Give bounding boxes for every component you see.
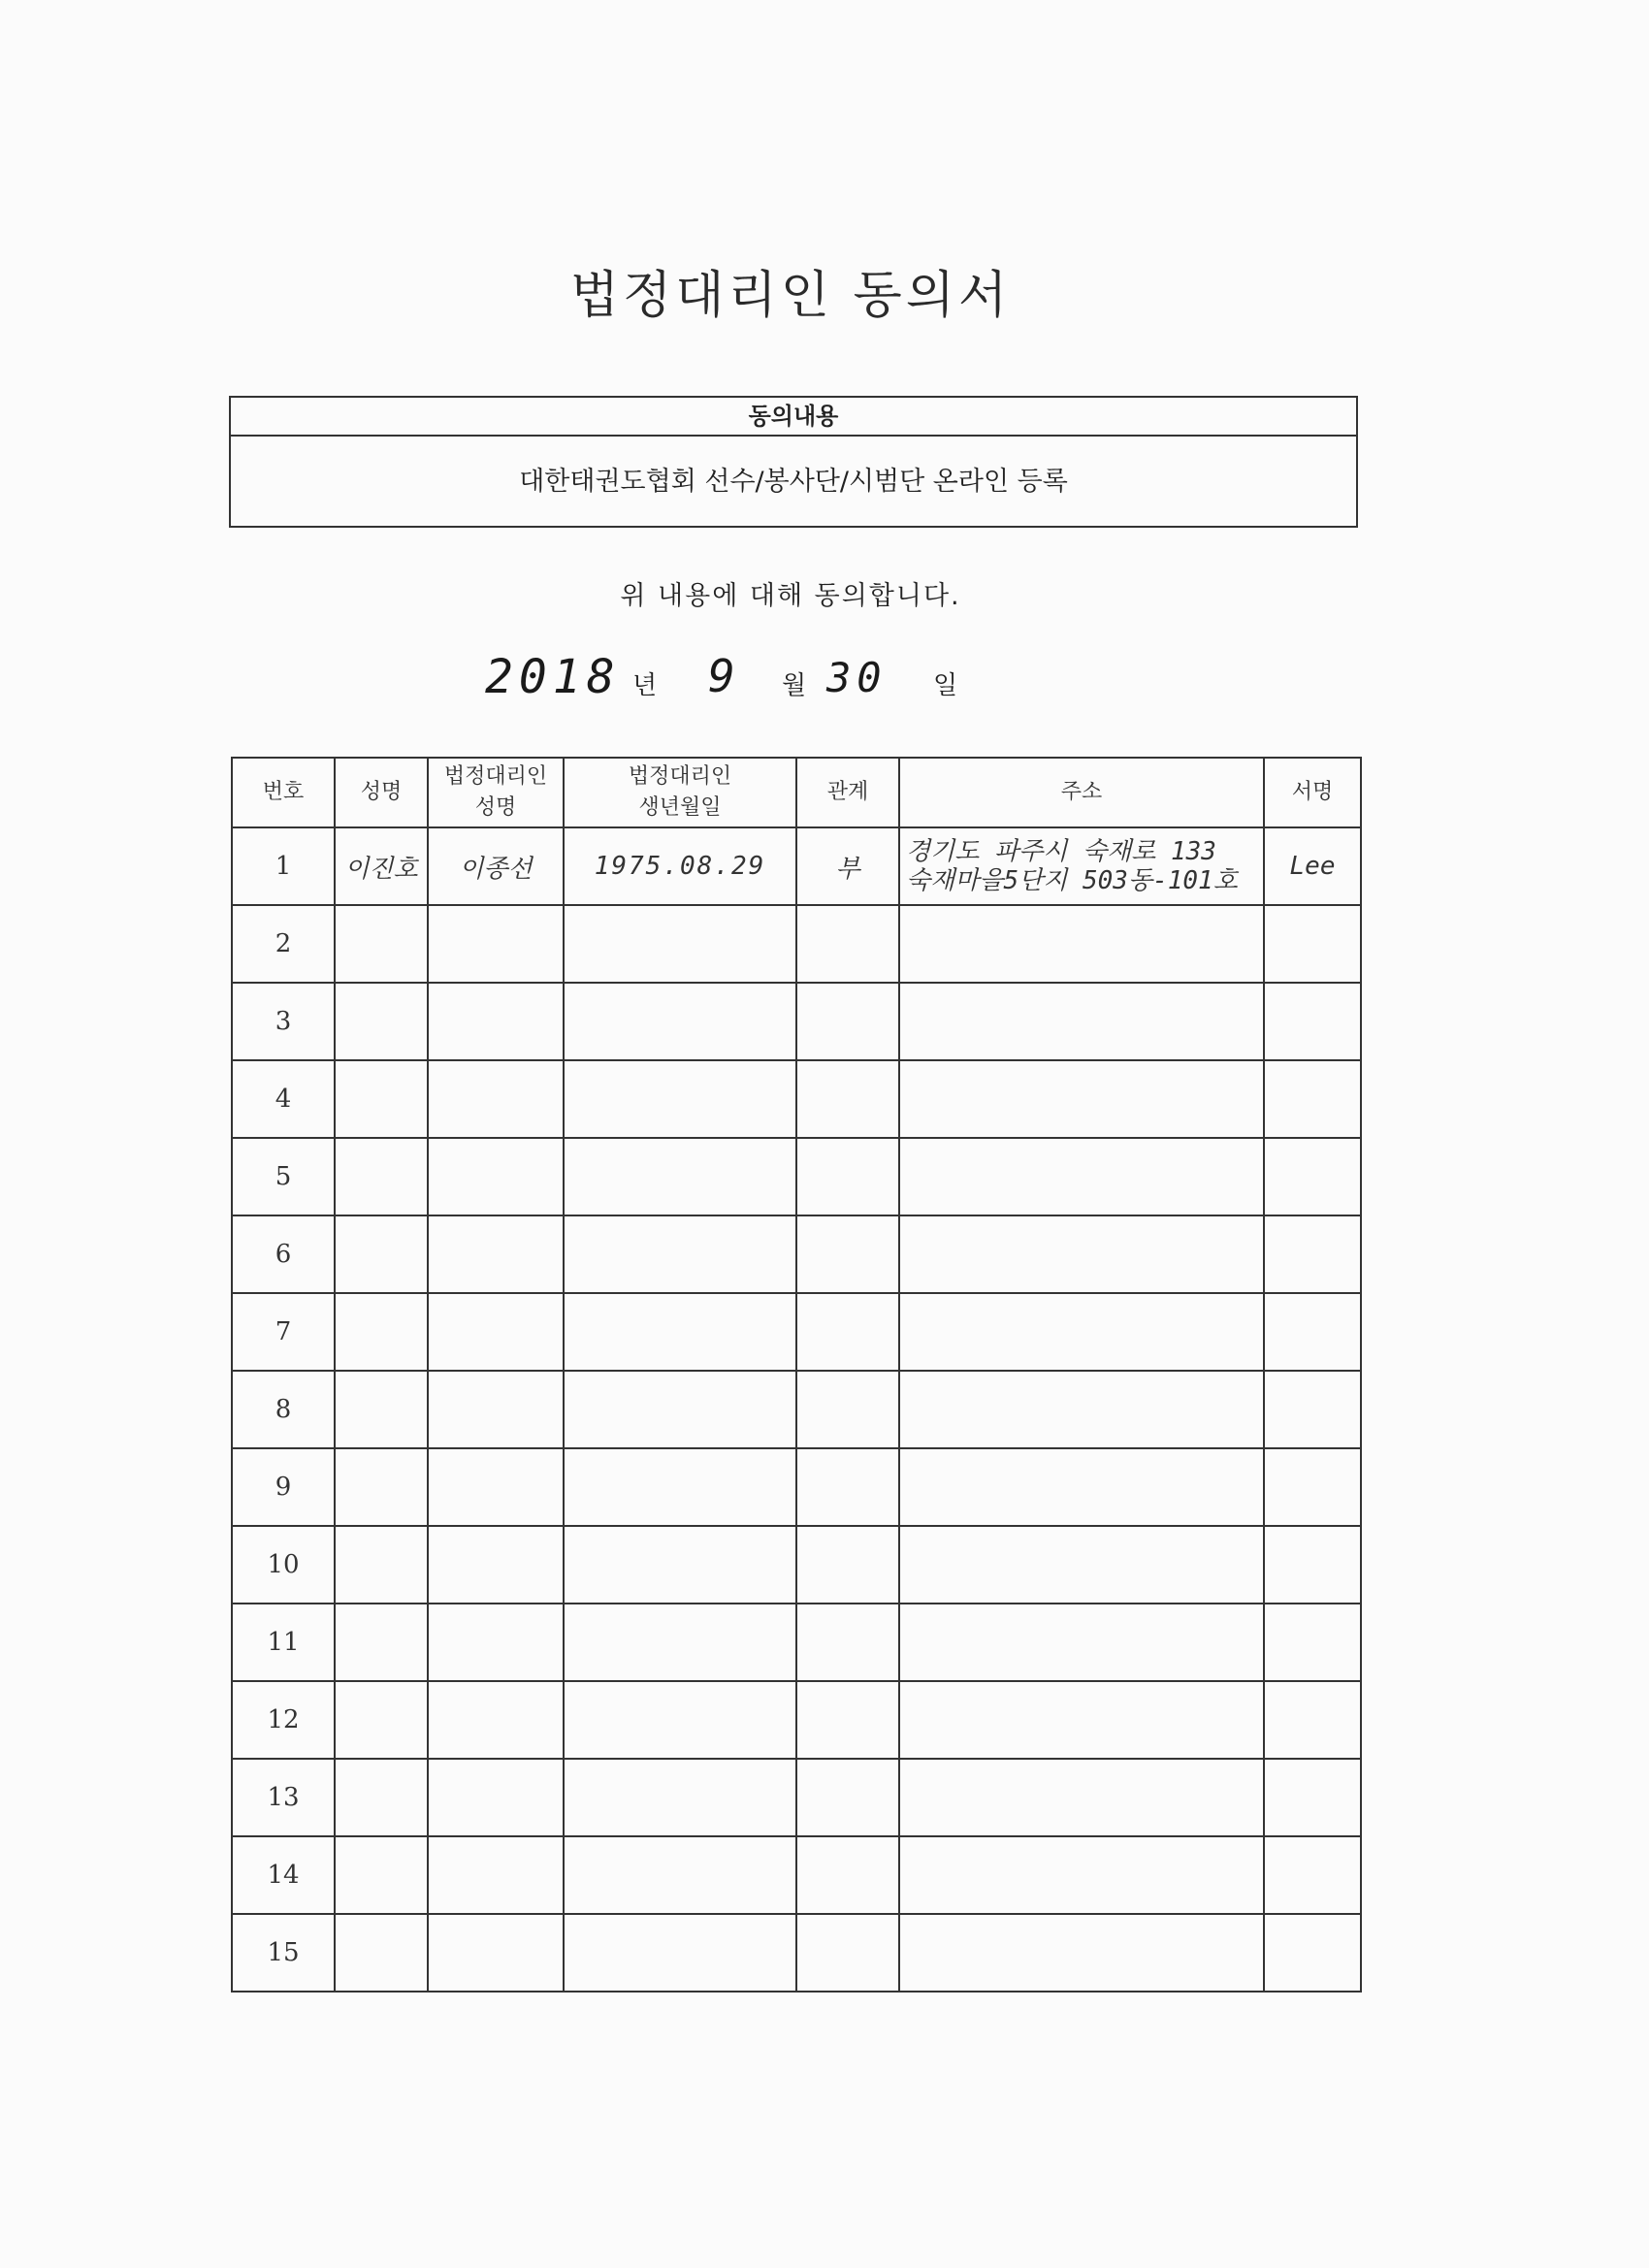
table-row bbox=[232, 1448, 1361, 1526]
col-header-address: 주소 bbox=[899, 758, 1264, 827]
cell-relation bbox=[796, 1138, 899, 1215]
date-day-handwritten: 30 bbox=[826, 654, 888, 701]
cell-rep-birth bbox=[564, 1215, 796, 1293]
cell-signature bbox=[1264, 983, 1361, 1060]
agreement-text: 위 내용에 대해 동의합니다. bbox=[620, 581, 961, 611]
cell-rep-name bbox=[428, 1448, 564, 1526]
cell-name bbox=[335, 1914, 428, 1992]
cell-rep-name bbox=[428, 1060, 564, 1138]
cell-rep-birth bbox=[564, 1604, 796, 1681]
table-row bbox=[232, 1759, 1361, 1836]
address-line-2: 숙재마을5단지 503동-101호 bbox=[906, 866, 1238, 895]
table-row bbox=[232, 1604, 1361, 1681]
cell-rep-name bbox=[428, 905, 564, 983]
cell-name bbox=[335, 1759, 428, 1836]
cell-relation: 부 bbox=[796, 827, 899, 905]
date-month-handwritten: 9 bbox=[708, 650, 735, 702]
cell-relation bbox=[796, 983, 899, 1060]
cell-rep-birth bbox=[564, 1914, 796, 1992]
table-row bbox=[232, 1060, 1361, 1138]
cell-relation bbox=[796, 905, 899, 983]
cell-rep-name bbox=[428, 1836, 564, 1914]
table-row bbox=[232, 1526, 1361, 1604]
cell-number: 3 bbox=[232, 983, 335, 1060]
cell-rep-name bbox=[428, 1681, 564, 1759]
table-row bbox=[232, 1138, 1361, 1215]
col-header-signature: 서명 bbox=[1264, 758, 1361, 827]
cell-relation bbox=[796, 1526, 899, 1604]
cell-name bbox=[335, 1293, 428, 1371]
cell-relation bbox=[796, 1215, 899, 1293]
table-header-row bbox=[232, 758, 1361, 827]
consent-content: 대한태권도협회 선수/봉사단/시범단 온라인 등록 bbox=[519, 467, 1068, 497]
cell-rep-name bbox=[428, 1293, 564, 1371]
cell-name bbox=[335, 1681, 428, 1759]
cell-relation bbox=[796, 1836, 899, 1914]
roster-table bbox=[231, 757, 1362, 1993]
consent-header: 동의내용 bbox=[231, 398, 1356, 437]
cell-signature bbox=[1264, 905, 1361, 983]
cell-relation bbox=[796, 1060, 899, 1138]
cell-address bbox=[899, 1836, 1264, 1914]
cell-rep-birth bbox=[564, 1836, 796, 1914]
date-day-label: 일 bbox=[933, 671, 958, 700]
cell-address bbox=[899, 1604, 1264, 1681]
table-row bbox=[232, 983, 1361, 1060]
cell-name bbox=[335, 1604, 428, 1681]
cell-address bbox=[899, 1371, 1264, 1448]
cell-rep-name bbox=[428, 1526, 564, 1604]
cell-number: 8 bbox=[232, 1371, 335, 1448]
cell-signature bbox=[1264, 1914, 1361, 1992]
cell-rep-name bbox=[428, 1138, 564, 1215]
cell-signature bbox=[1264, 1836, 1361, 1914]
cell-name bbox=[335, 1060, 428, 1138]
cell-relation bbox=[796, 1681, 899, 1759]
cell-number: 12 bbox=[232, 1681, 335, 1759]
cell-signature bbox=[1264, 1138, 1361, 1215]
cell-rep-birth bbox=[564, 1371, 796, 1448]
cell-number: 14 bbox=[232, 1836, 335, 1914]
cell-name bbox=[335, 905, 428, 983]
cell-address bbox=[899, 983, 1264, 1060]
cell-number: 7 bbox=[232, 1293, 335, 1371]
cell-address bbox=[899, 827, 1264, 905]
date-month-label: 월 bbox=[782, 671, 807, 700]
cell-signature bbox=[1264, 1293, 1361, 1371]
document-title: 법정대리인 동의서 bbox=[569, 267, 1012, 325]
cell-address bbox=[899, 1215, 1264, 1293]
date-row bbox=[0, 650, 1649, 708]
cell-relation bbox=[796, 1759, 899, 1836]
cell-number: 4 bbox=[232, 1060, 335, 1138]
cell-rep-name bbox=[428, 1215, 564, 1293]
cell-address bbox=[899, 1448, 1264, 1526]
cell-address bbox=[899, 1914, 1264, 1992]
cell-number: 9 bbox=[232, 1448, 335, 1526]
address-line-1: 경기도 파주시 숙재로 133 bbox=[906, 837, 1216, 866]
cell-name bbox=[335, 983, 428, 1060]
table-row bbox=[232, 1293, 1361, 1371]
cell-number: 15 bbox=[232, 1914, 335, 1992]
cell-number: 10 bbox=[232, 1526, 335, 1604]
cell-relation bbox=[796, 1448, 899, 1526]
table-row bbox=[232, 1215, 1361, 1293]
table-row bbox=[232, 1371, 1361, 1448]
cell-name: 이진호 bbox=[335, 827, 428, 905]
cell-rep-birth bbox=[564, 1293, 796, 1371]
cell-address bbox=[899, 1759, 1264, 1836]
cell-name bbox=[335, 1448, 428, 1526]
cell-address bbox=[899, 1060, 1264, 1138]
cell-address bbox=[899, 1293, 1264, 1371]
cell-rep-name bbox=[428, 1914, 564, 1992]
cell-signature bbox=[1264, 1371, 1361, 1448]
date-year-label: 년 bbox=[632, 671, 658, 700]
cell-signature bbox=[1264, 1215, 1361, 1293]
cell-number: 5 bbox=[232, 1138, 335, 1215]
cell-relation bbox=[796, 1293, 899, 1371]
cell-number: 11 bbox=[232, 1604, 335, 1681]
cell-number: 1 bbox=[232, 827, 335, 905]
cell-relation bbox=[796, 1371, 899, 1448]
cell-signature: Lee bbox=[1264, 827, 1361, 905]
cell-rep-birth bbox=[564, 1448, 796, 1526]
cell-rep-birth bbox=[564, 983, 796, 1060]
cell-rep-birth: 1975.08.29 bbox=[564, 827, 796, 905]
cell-rep-name: 이종선 bbox=[428, 827, 564, 905]
cell-signature bbox=[1264, 1604, 1361, 1681]
cell-address bbox=[899, 1681, 1264, 1759]
cell-signature bbox=[1264, 1060, 1361, 1138]
cell-signature bbox=[1264, 1526, 1361, 1604]
table-row bbox=[232, 1681, 1361, 1759]
cell-name bbox=[335, 1371, 428, 1448]
cell-rep-name bbox=[428, 983, 564, 1060]
cell-name bbox=[335, 1138, 428, 1215]
date-year-handwritten: 2018 bbox=[485, 650, 621, 704]
cell-address bbox=[899, 1526, 1264, 1604]
table-row bbox=[232, 1914, 1361, 1992]
col-header-rep-birth: 법정대리인 생년월일 bbox=[564, 758, 796, 827]
col-header-name: 성명 bbox=[335, 758, 428, 827]
cell-number: 6 bbox=[232, 1215, 335, 1293]
col-header-relation: 관계 bbox=[796, 758, 899, 827]
cell-address bbox=[899, 1138, 1264, 1215]
cell-number: 13 bbox=[232, 1759, 335, 1836]
col-header-number: 번호 bbox=[232, 758, 335, 827]
cell-name bbox=[335, 1526, 428, 1604]
cell-rep-birth bbox=[564, 1526, 796, 1604]
col-header-rep-name: 법정대리인 성명 bbox=[428, 758, 564, 827]
cell-rep-birth bbox=[564, 1681, 796, 1759]
cell-signature bbox=[1264, 1448, 1361, 1526]
cell-number: 2 bbox=[232, 905, 335, 983]
table-row bbox=[232, 827, 1361, 905]
cell-relation bbox=[796, 1604, 899, 1681]
cell-rep-birth bbox=[564, 1759, 796, 1836]
cell-rep-name bbox=[428, 1604, 564, 1681]
cell-rep-birth bbox=[564, 1138, 796, 1215]
cell-rep-birth bbox=[564, 1060, 796, 1138]
cell-name bbox=[335, 1836, 428, 1914]
cell-signature bbox=[1264, 1681, 1361, 1759]
cell-rep-name bbox=[428, 1759, 564, 1836]
cell-name bbox=[335, 1215, 428, 1293]
cell-rep-name bbox=[428, 1371, 564, 1448]
cell-signature bbox=[1264, 1759, 1361, 1836]
consent-box bbox=[229, 396, 1358, 528]
table-row bbox=[232, 905, 1361, 983]
cell-address bbox=[899, 905, 1264, 983]
cell-rep-birth bbox=[564, 905, 796, 983]
cell-relation bbox=[796, 1914, 899, 1992]
table-row bbox=[232, 1836, 1361, 1914]
